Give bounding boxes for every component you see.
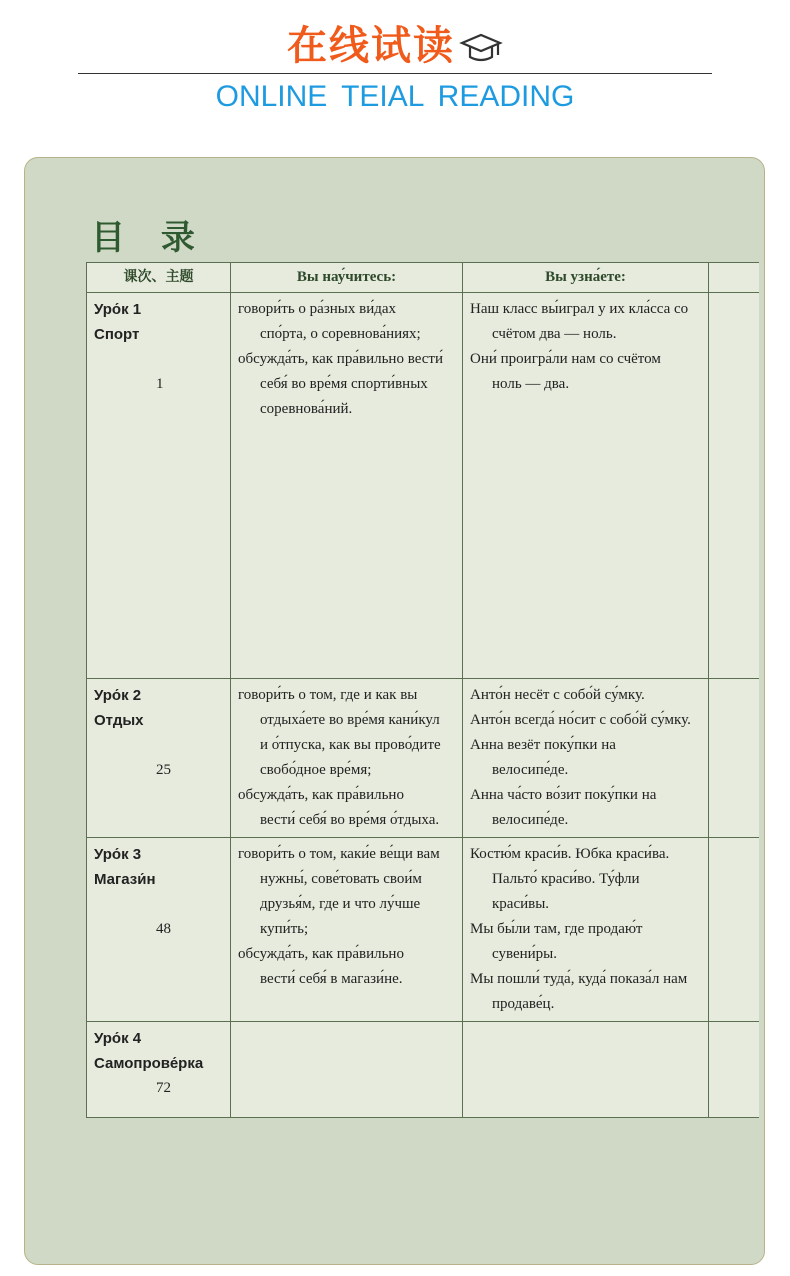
text-line: нужны́, сове́товать свои́м xyxy=(260,871,422,887)
lesson-cell xyxy=(87,679,231,838)
text-line: обсужда́ть, как пра́вильно xyxy=(238,946,404,962)
text-line: и о́тпуска, как вы прово́дите xyxy=(260,737,441,753)
graduation-cap-icon xyxy=(459,31,503,65)
extra-column xyxy=(709,263,760,293)
know-cell xyxy=(463,679,709,838)
toc-title: 目 录 xyxy=(91,218,207,258)
table-row xyxy=(87,293,760,679)
text-line: Анто́н несёт с собо́й су́мку. xyxy=(470,687,645,703)
text-line: продаве́ц. xyxy=(492,996,555,1012)
lesson-number: Уро́к 3 xyxy=(94,846,142,863)
lesson-cell xyxy=(87,293,231,679)
lesson-topic: Отдых xyxy=(94,712,144,729)
text-line: вести́ себя́ в магази́не. xyxy=(260,971,403,987)
know-cell xyxy=(463,293,709,679)
column-header: Вы нау́читесь: xyxy=(231,263,463,293)
text-line: счётом два — ноль. xyxy=(492,326,617,342)
text-line: ноль — два. xyxy=(492,376,570,392)
extra-cell xyxy=(709,293,760,679)
text-line: Костю́м краси́в. Юбка краси́ва. xyxy=(470,846,670,862)
table-header xyxy=(87,263,760,293)
text-line: Они́ проигра́ли нам со счётом xyxy=(470,351,661,367)
lesson-topic: Магази́н xyxy=(94,871,156,888)
extra-cell xyxy=(709,1022,760,1118)
table-row xyxy=(87,1022,760,1118)
text-line: свобо́дное вре́мя; xyxy=(260,762,372,778)
lesson-topic: Спорт xyxy=(94,326,140,343)
know-cell xyxy=(463,838,709,1022)
page-number: 72 xyxy=(156,1080,171,1096)
lesson-cell xyxy=(87,838,231,1022)
page-number: 1 xyxy=(156,376,164,392)
text-line: Анто́н всегда́ но́сит с собо́й су́мку. xyxy=(470,712,691,728)
text-line: велосипе́де. xyxy=(492,812,569,828)
learn-cell xyxy=(231,838,463,1022)
header-divider xyxy=(78,73,712,74)
lesson-number: Уро́к 2 xyxy=(94,687,142,704)
extra-cell xyxy=(709,838,760,1022)
lesson-number: Уро́к 4 xyxy=(94,1030,142,1047)
column-header: Вы узна́ете: xyxy=(463,263,709,293)
text-line: себя́ во вре́мя спорти́вных xyxy=(260,376,428,392)
text-line: купи́ть; xyxy=(260,921,309,937)
text-line: вести́ себя́ во вре́мя о́тдыха. xyxy=(260,812,440,828)
lesson-topic: Самопрове́рка xyxy=(94,1055,204,1072)
table-row xyxy=(87,679,760,838)
text-line: друзья́м, где и что лу́чше xyxy=(260,896,421,912)
page-number: 25 xyxy=(156,762,171,778)
text-line: краси́вы. xyxy=(492,896,550,912)
text-line: Мы пошли́ туда́, куда́ показа́л нам xyxy=(470,971,688,987)
table-row xyxy=(87,838,760,1022)
toc-table xyxy=(86,262,759,1118)
text-line: Мы бы́ли там, где продаю́т xyxy=(470,921,643,937)
text-line: говори́ть о ра́зных ви́дах xyxy=(238,301,397,317)
header-subtitle: ONLINE TEIAL READING xyxy=(215,80,575,113)
text-line: отдыха́ете во вре́мя кани́кул xyxy=(260,712,440,728)
text-line: соревнова́ний. xyxy=(260,401,353,417)
book-page xyxy=(24,157,765,1265)
learn-cell xyxy=(231,293,463,679)
header-title xyxy=(0,14,790,71)
text-line: Анна ча́сто во́зит поку́пки на xyxy=(470,787,657,803)
column-header: 课次、主题 xyxy=(87,263,231,293)
learn-cell xyxy=(231,679,463,838)
text-line: сувени́ры. xyxy=(492,946,557,962)
lesson-number: Уро́к 1 xyxy=(94,301,142,318)
text-line: велосипе́де. xyxy=(492,762,569,778)
text-line: спо́рта, о соревнова́ниях; xyxy=(260,326,421,342)
text-line: Анна везёт поку́пки на xyxy=(470,737,616,753)
extra-cell xyxy=(709,679,760,838)
text-line: говори́ть о том, каки́е ве́щи вам xyxy=(238,846,440,862)
page-number: 48 xyxy=(156,921,171,937)
lesson-cell xyxy=(87,1022,231,1118)
know-cell xyxy=(463,1022,709,1118)
text-line: обсужда́ть, как пра́вильно вести́ xyxy=(238,351,443,367)
text-line: Наш класс вы́играл у их кла́сса со xyxy=(470,301,689,317)
learn-cell xyxy=(231,1022,463,1118)
text-line: Пальто́ краси́во. Ту́фли xyxy=(492,871,640,887)
text-line: говори́ть о том, где и как вы xyxy=(238,687,418,703)
text-line: обсужда́ть, как пра́вильно xyxy=(238,787,404,803)
title-text: 在线试读 xyxy=(287,23,455,69)
